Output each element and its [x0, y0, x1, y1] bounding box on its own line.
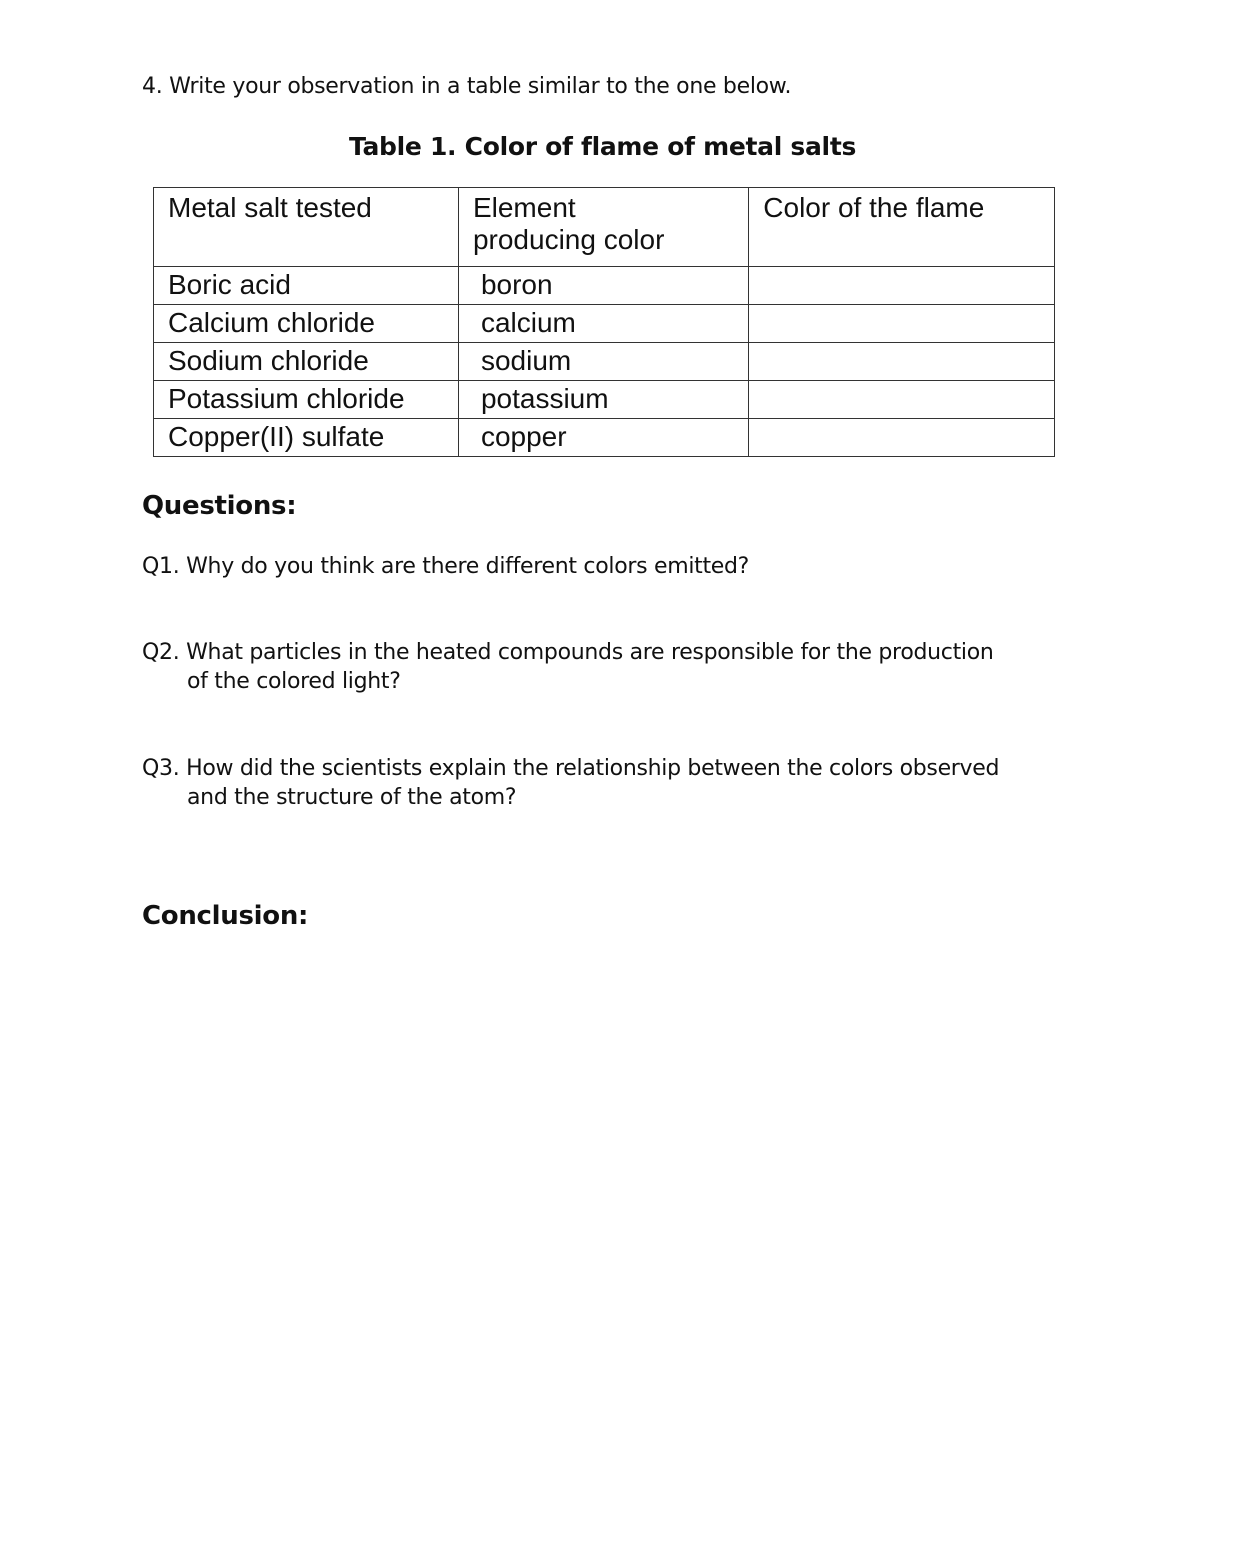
element-cell: calcium	[458, 305, 748, 343]
conclusion-heading: Conclusion:	[142, 901, 309, 931]
header-flame-color: Color of the flame	[749, 188, 1055, 267]
flame-color-cell[interactable]	[749, 343, 1055, 381]
flame-color-cell[interactable]	[749, 305, 1055, 343]
metal-salt-cell: Sodium chloride	[154, 343, 459, 381]
metal-salt-cell: Copper(II) sulfate	[154, 419, 459, 457]
question-2	[142, 638, 1072, 696]
question-3-line2: and the structure of the atom?	[187, 785, 517, 810]
header-metal-salt: Metal salt tested	[154, 188, 459, 267]
table-row	[154, 343, 1055, 381]
flame-color-cell[interactable]	[749, 381, 1055, 419]
table-row	[154, 381, 1055, 419]
questions-heading: Questions:	[142, 491, 297, 521]
table-header-row	[154, 188, 1055, 267]
element-cell: potassium	[458, 381, 748, 419]
header-element-line1: Element	[472, 192, 576, 223]
flame-color-cell[interactable]	[749, 419, 1055, 457]
question-3	[142, 754, 1072, 812]
instruction-text: 4. Write your observation in a table similar to the one below.	[142, 74, 792, 99]
metal-salt-cell: Potassium chloride	[154, 381, 459, 419]
table-row	[154, 419, 1055, 457]
element-cell: copper	[458, 419, 748, 457]
header-element	[458, 188, 748, 267]
question-1-text: Q1. Why do you think are there different colors emitted?	[142, 554, 750, 579]
table-row	[154, 267, 1055, 305]
flame-color-cell[interactable]	[749, 267, 1055, 305]
question-2-line2: of the colored light?	[187, 669, 401, 694]
header-element-line2: producing color	[472, 224, 665, 255]
table-title: Table 1. Color of flame of metal salts	[348, 132, 857, 161]
question-3-line1: Q3. How did the scientists explain the relationship between the colors observed	[142, 756, 1000, 781]
table-row	[154, 305, 1055, 343]
question-1	[142, 552, 1072, 581]
question-2-line1: Q2. What particles in the heated compounds are responsible for the production	[142, 640, 994, 665]
flame-color-table	[153, 187, 1055, 457]
metal-salt-cell: Boric acid	[154, 267, 459, 305]
element-cell: boron	[458, 267, 748, 305]
metal-salt-cell: Calcium chloride	[154, 305, 459, 343]
element-cell: sodium	[458, 343, 748, 381]
